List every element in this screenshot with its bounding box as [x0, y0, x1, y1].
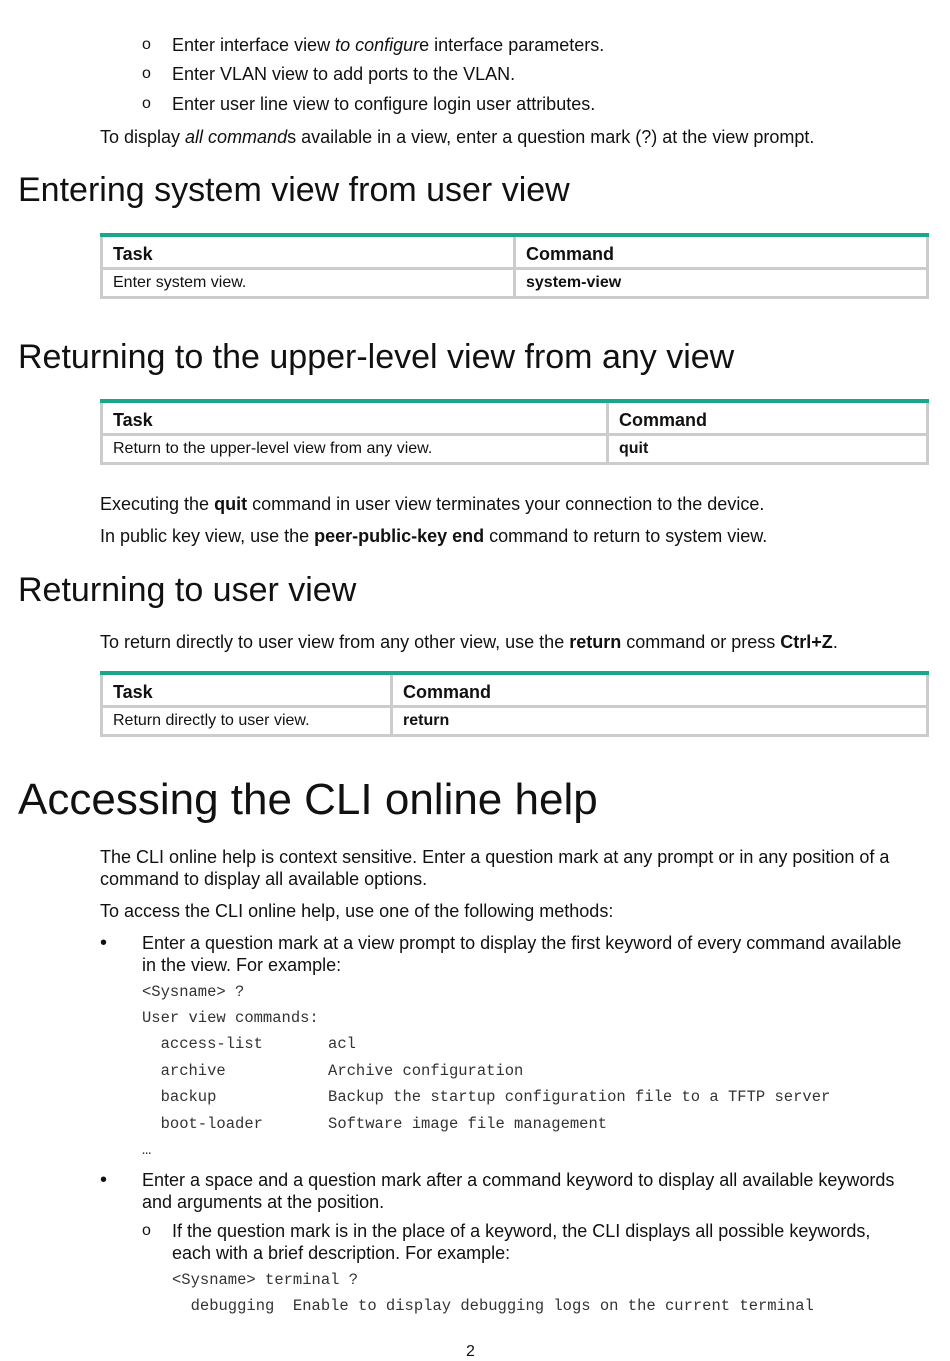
- code-line: access-list acl: [142, 1035, 356, 1053]
- column-header-command: Command: [608, 401, 928, 435]
- display-commands-paragraph: To display all commands available in a view, enter a question mark (?) at the view prompt.: [100, 127, 815, 147]
- column-header-command: Command: [392, 673, 928, 707]
- command-cell: return: [392, 707, 928, 736]
- code-line: <Sysname> terminal ?: [172, 1271, 359, 1289]
- table-header-row: [102, 673, 928, 707]
- bullet-marker: •: [100, 1169, 108, 1191]
- heading-returning-upper-level: Returning to the upper-level view from any view: [18, 338, 735, 376]
- code-line: backup Backup the startup configuration file to a TFTP server: [142, 1088, 831, 1106]
- help-bullet-1-line-1: Enter a question mark at a view prompt to display the first keyword of every command available: [142, 933, 902, 953]
- table-header-row: [102, 235, 928, 269]
- column-header-task: Task: [102, 235, 515, 269]
- bullet-marker: o: [142, 36, 151, 53]
- help-methods-paragraph: To access the CLI online help, use one of the following methods:: [100, 901, 614, 921]
- code-line: User view commands:: [142, 1009, 319, 1027]
- bullet-marker: o: [142, 1222, 151, 1239]
- command-cell: quit: [608, 435, 928, 464]
- intro-bullet-1: Enter interface view to configure interface parameters.: [172, 35, 605, 55]
- help-bullet-2-line-1: Enter a space and a question mark after a command keyword to display all available keywords: [142, 1170, 895, 1190]
- table-header-row: [102, 401, 928, 435]
- code-line: archive Archive configuration: [142, 1062, 524, 1080]
- table-row: [102, 435, 928, 464]
- table-row: [102, 269, 928, 298]
- system-view-table: [100, 233, 929, 299]
- code-line: debugging Enable to display debugging logs on the current terminal: [172, 1297, 814, 1315]
- code-line: <Sysname> ?: [142, 983, 245, 1001]
- help-sub-bullet-line-2: each with a brief description. For example:: [172, 1243, 511, 1263]
- code-ellipsis: …: [142, 1141, 152, 1159]
- return-note-paragraph: To return directly to user view from any other view, use the return command or press Ctrl+Z.: [100, 632, 838, 652]
- task-cell: Enter system view.: [102, 269, 515, 298]
- bullet-marker: o: [142, 95, 151, 112]
- heading-accessing-cli-help: Accessing the CLI online help: [18, 775, 598, 824]
- intro-bullet-2: Enter VLAN view to add ports to the VLAN.: [172, 64, 516, 84]
- public-key-note-paragraph: In public key view, use the peer-public-key end command to return to system view.: [100, 526, 768, 546]
- quit-note-paragraph: Executing the quit command in user view terminates your connection to the device.: [100, 494, 765, 514]
- table-row: [102, 707, 928, 736]
- upper-level-table: [100, 399, 929, 465]
- column-header-task: Task: [102, 401, 608, 435]
- bullet-marker: •: [100, 932, 108, 954]
- help-sub-bullet-line-1: If the question mark is in the place of a keyword, the CLI displays all possible keywords,: [172, 1221, 871, 1241]
- command-cell: system-view: [515, 269, 928, 298]
- task-cell: Return to the upper-level view from any view.: [102, 435, 608, 464]
- help-bullet-2-line-2: and arguments at the position.: [142, 1192, 385, 1212]
- user-view-table: [100, 671, 929, 737]
- intro-bullet-3: Enter user line view to configure login user attributes.: [172, 94, 596, 114]
- page-number: 2: [466, 1343, 475, 1360]
- heading-returning-user-view: Returning to user view: [18, 571, 357, 609]
- heading-entering-system-view: Entering system view from user view: [18, 171, 570, 209]
- help-intro-line-2: command to display all available options.: [100, 869, 428, 889]
- code-line: boot-loader Software image file management: [142, 1115, 608, 1133]
- help-intro-line-1: The CLI online help is context sensitive. Enter a question mark at any prompt or in any position of a: [100, 847, 890, 867]
- help-bullet-1-line-2: in the view. For example:: [142, 955, 342, 975]
- task-cell: Return directly to user view.: [102, 707, 392, 736]
- column-header-task: Task: [102, 673, 392, 707]
- column-header-command: Command: [515, 235, 928, 269]
- bullet-marker: o: [142, 65, 151, 82]
